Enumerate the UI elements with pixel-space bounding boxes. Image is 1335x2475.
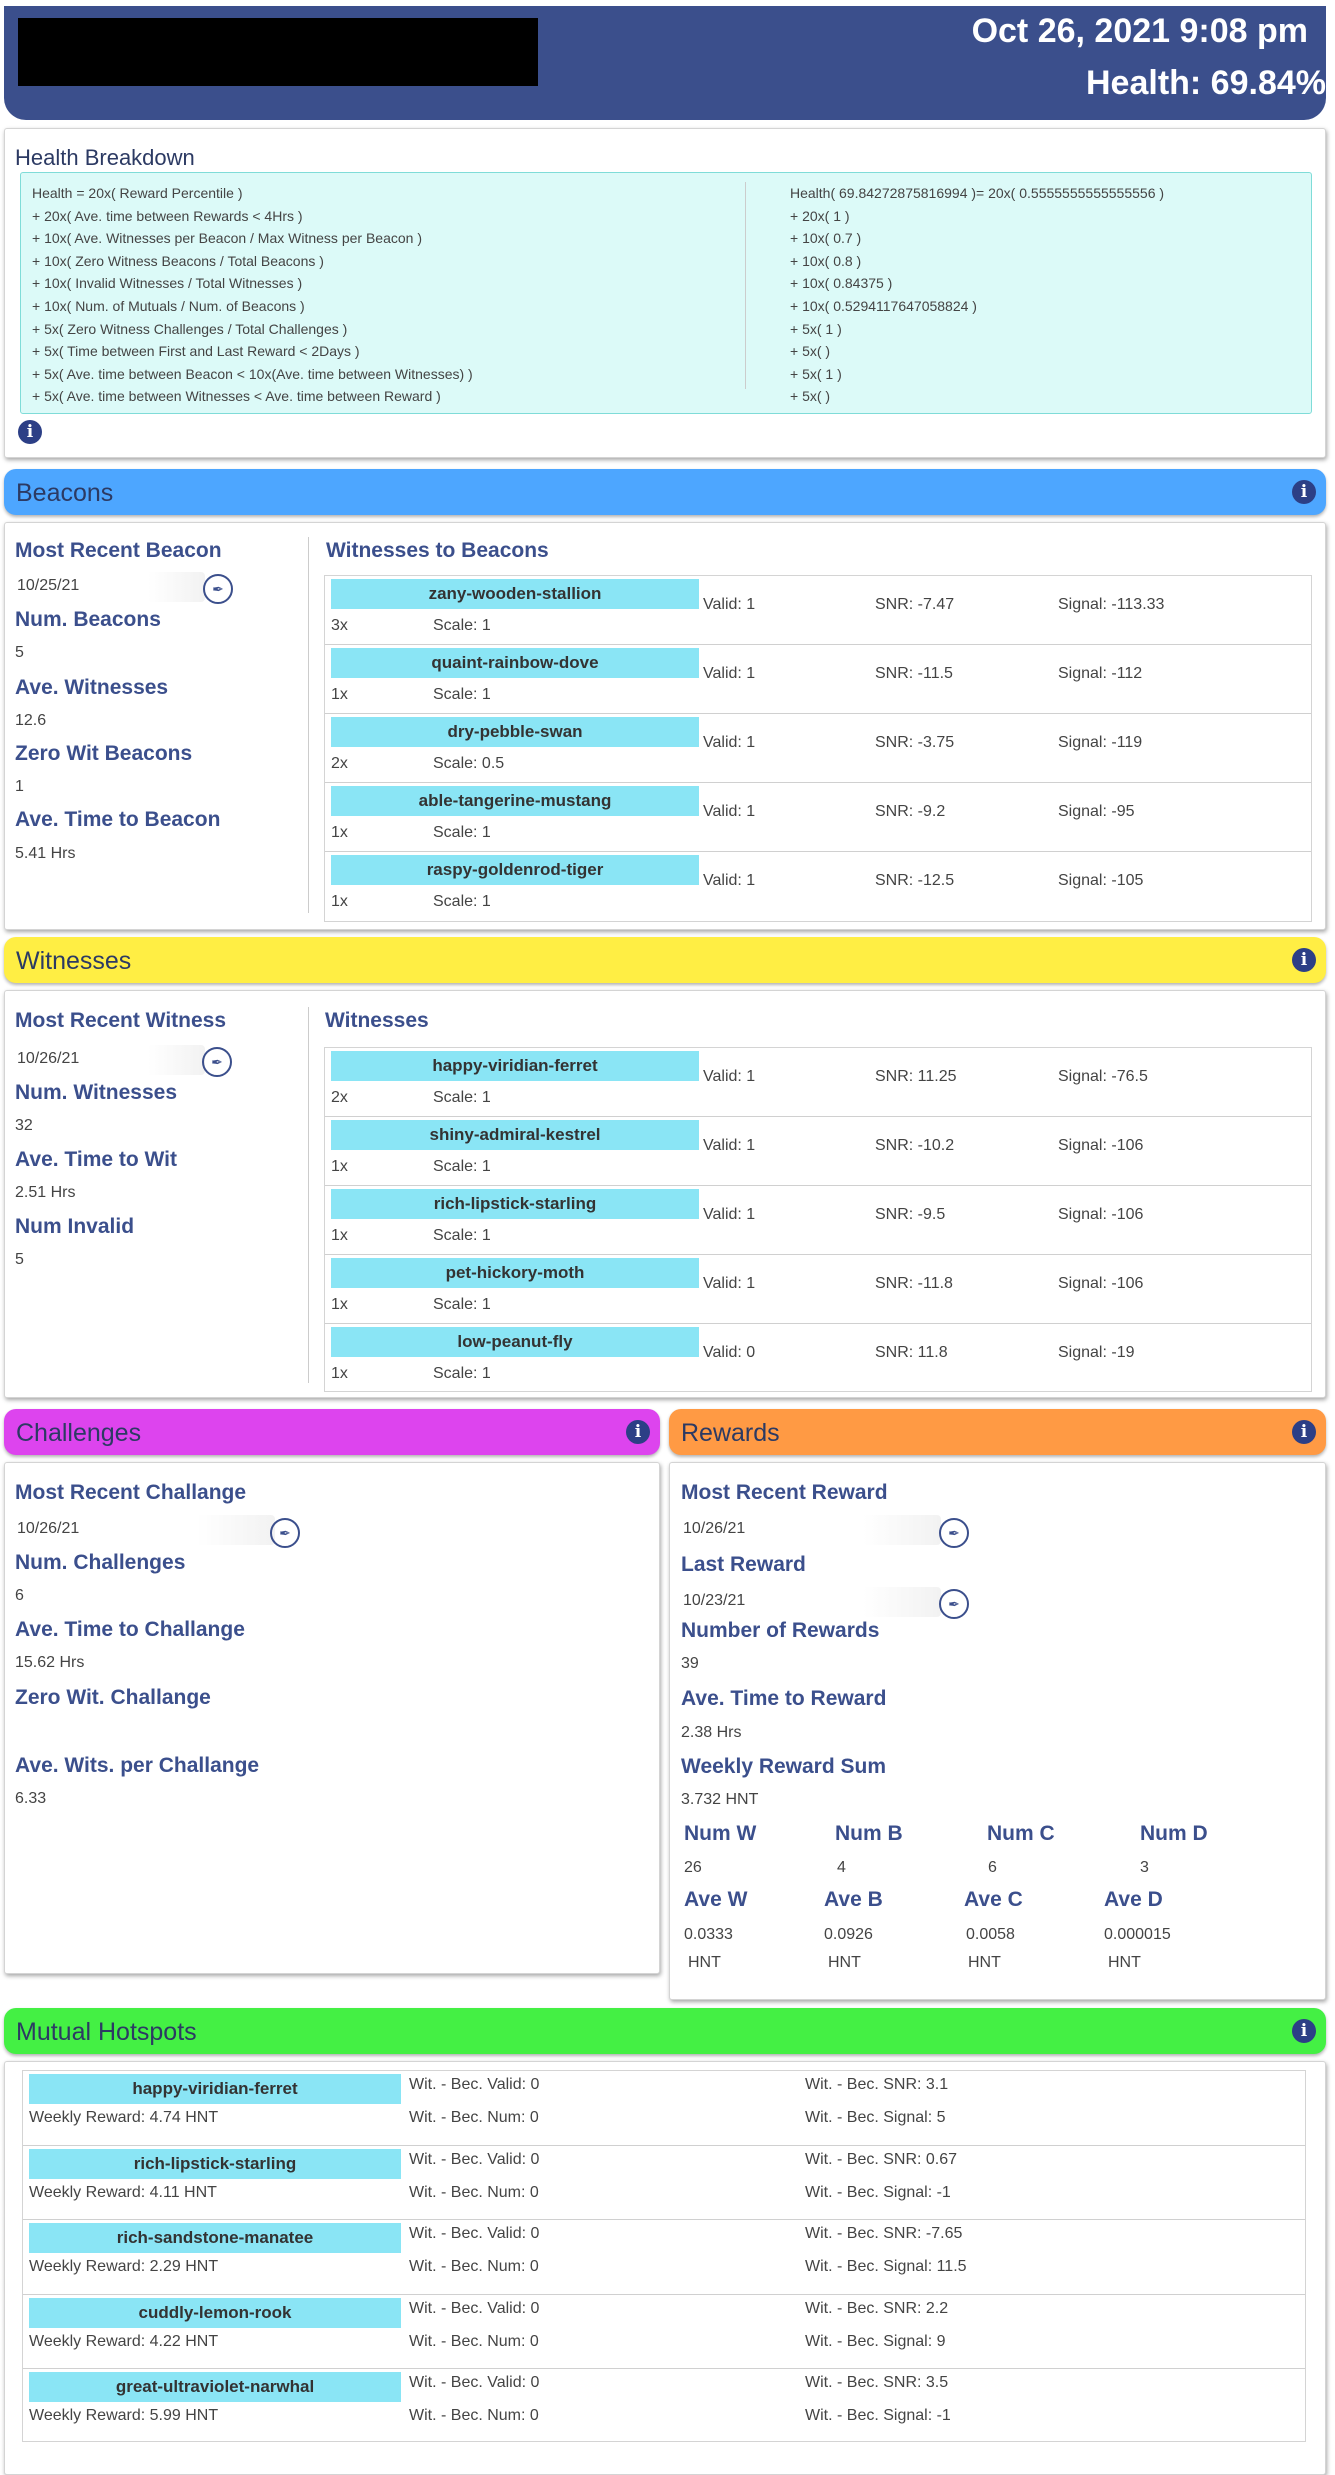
wit-bec-snr: Wit. - Bec. SNR: 2.2 xyxy=(805,2299,949,2317)
formula-line: + 5x( Ave. time between Beacon < 10x(Ave. time between Witnesses) ) xyxy=(32,365,473,382)
num-invalid-value: 5 xyxy=(15,1251,24,1268)
num-beacons-label: Num. Beacons xyxy=(15,608,161,631)
calendar-icon[interactable]: ✒ xyxy=(939,1518,969,1548)
info-icon[interactable]: i xyxy=(1292,1420,1316,1444)
signal-value: Signal: -112 xyxy=(1058,665,1143,682)
valid-value: Valid: 1 xyxy=(703,872,756,889)
witness-count: 1x xyxy=(331,1158,348,1175)
num-d-label: Num D xyxy=(1140,1822,1208,1845)
challenges-header xyxy=(4,1409,660,1455)
value-line: + 5x( 1 ) xyxy=(790,365,842,382)
mutual-hotspots-header xyxy=(4,2008,1326,2054)
wit-bec-valid: Wit. - Bec. Valid: 0 xyxy=(409,2299,540,2317)
table-row xyxy=(325,576,1311,645)
zero-wit-challange-label: Zero Wit. Challange xyxy=(15,1686,211,1709)
info-icon[interactable]: i xyxy=(1292,948,1316,972)
ave-time-to-reward-label: Ave. Time to Reward xyxy=(681,1687,887,1710)
wit-bec-snr: Wit. - Bec. SNR: 0.67 xyxy=(805,2150,958,2168)
witness-count: 1x xyxy=(331,893,348,910)
hotspot-name-chip[interactable]: quaint-rainbow-dove xyxy=(331,648,699,678)
calendar-icon[interactable]: ✒ xyxy=(203,574,233,604)
snr-value: SNR: 11.25 xyxy=(875,1068,957,1085)
wit-bec-snr: Wit. - Bec. SNR: -7.65 xyxy=(805,2225,963,2242)
health-formula-list xyxy=(32,182,732,408)
witnesses-header xyxy=(4,937,1326,983)
ave-b-value: 0.0926 xyxy=(824,1926,873,1943)
formula-line: Health = 20x( Reward Percentile ) xyxy=(32,185,243,201)
signal-value: Signal: -19 xyxy=(1058,1344,1135,1361)
valid-value: Valid: 0 xyxy=(703,1344,756,1361)
ave-time-to-beacon-value: 5.41 Hrs xyxy=(15,845,76,862)
zero-wit-beacons-label: Zero Wit Beacons xyxy=(15,742,193,765)
ave-b-unit: HNT xyxy=(828,1954,861,1971)
challenge-date-input[interactable]: 10/26/21 xyxy=(15,1515,275,1545)
valid-value: Valid: 1 xyxy=(703,1137,756,1154)
ave-d-value: 0.000015 xyxy=(1104,1926,1171,1943)
signal-value: Signal: -106 xyxy=(1058,1275,1144,1292)
weekly-reward-value: Weekly Reward: 4.11 HNT xyxy=(29,2183,217,2201)
last-reward-date-input[interactable]: 10/23/21 xyxy=(681,1587,941,1617)
num-b-value: 4 xyxy=(837,1859,846,1876)
ave-time-to-beacon-label: Ave. Time to Beacon xyxy=(15,808,221,831)
health-breakdown-title: Health Breakdown xyxy=(15,145,195,170)
witnesses-to-beacons-title: Witnesses to Beacons xyxy=(326,539,549,562)
ave-time-to-challange-label: Ave. Time to Challange xyxy=(15,1618,245,1641)
snr-value: SNR: -12.5 xyxy=(875,872,955,889)
formula-line: + 10x( Num. of Mutuals / Num. of Beacons ) xyxy=(32,297,305,314)
weekly-reward-sum-value: 3.732 HNT xyxy=(681,1791,759,1808)
hotspot-name-chip[interactable]: dry-pebble-swan xyxy=(331,717,699,747)
ave-c-value: 0.0058 xyxy=(966,1926,1015,1943)
wit-bec-valid: Wit. - Bec. Valid: 0 xyxy=(409,2076,540,2093)
num-w-value: 26 xyxy=(684,1859,702,1876)
witness-count: 1x xyxy=(331,824,348,841)
table-row xyxy=(325,1048,1311,1117)
table-row xyxy=(325,1117,1311,1186)
calendar-icon[interactable]: ✒ xyxy=(270,1518,300,1548)
witnesses-to-beacons-table xyxy=(324,575,1312,922)
ave-witnesses-value: 12.6 xyxy=(15,712,47,729)
weekly-reward-sum-label: Weekly Reward Sum xyxy=(681,1755,887,1778)
scale-value: Scale: 1 xyxy=(433,893,491,910)
hotspot-name-chip[interactable]: rich-lipstick-starling xyxy=(331,1189,699,1219)
rewards-title: Rewards xyxy=(681,1419,780,1447)
wit-bec-snr: Wit. - Bec. SNR: 3.5 xyxy=(805,2374,949,2391)
scale-value: Scale: 1 xyxy=(433,1158,491,1175)
snr-value: SNR: -7.47 xyxy=(875,596,955,613)
challenges-title: Challenges xyxy=(16,1419,142,1447)
beacons-header xyxy=(4,469,1326,515)
ave-time-to-challange-value: 15.62 Hrs xyxy=(15,1654,85,1671)
ave-b-label: Ave B xyxy=(824,1888,883,1911)
hotspot-name-chip[interactable]: cuddly-lemon-rook xyxy=(29,2298,401,2328)
valid-value: Valid: 1 xyxy=(703,734,756,751)
ave-w-unit: HNT xyxy=(688,1954,721,1971)
ave-w-label: Ave W xyxy=(684,1888,748,1911)
wit-bec-signal: Wit. - Bec. Signal: -1 xyxy=(805,2407,951,2424)
num-challenges-value: 6 xyxy=(15,1587,24,1604)
wit-bec-signal: Wit. - Bec. Signal: 9 xyxy=(805,2332,946,2350)
value-line: Health( 69.84272875816994 )= 20x( 0.5555555555555556 ) xyxy=(790,185,1165,201)
valid-value: Valid: 1 xyxy=(703,665,756,682)
formula-line: + 5x( Ave. time between Witnesses < Ave. time between Reward ) xyxy=(32,388,441,405)
calendar-icon[interactable]: ✒ xyxy=(939,1589,969,1619)
witnesses-title: Witnesses xyxy=(16,947,132,975)
ave-time-to-wit-label: Ave. Time to Wit xyxy=(15,1148,178,1171)
hotspot-name-chip[interactable]: great-ultraviolet-narwhal xyxy=(29,2372,401,2402)
mutual-hotspots-table xyxy=(22,2070,1306,2442)
table-row xyxy=(23,2071,1305,2146)
scale-value: Scale: 1 xyxy=(433,686,491,703)
signal-value: Signal: -113.33 xyxy=(1058,596,1165,613)
scale-value: Scale: 1 xyxy=(433,1296,491,1313)
num-w-label: Num W xyxy=(684,1822,757,1845)
wit-bec-num: Wit. - Bec. Num: 0 xyxy=(409,2183,539,2201)
witness-count: 1x xyxy=(331,1365,348,1382)
witness-count: 2x xyxy=(331,755,348,772)
ave-w-value: 0.0333 xyxy=(684,1926,733,1943)
witness-count: 3x xyxy=(331,617,348,634)
scale-value: Scale: 1 xyxy=(433,1365,491,1382)
most-recent-reward-label: Most Recent Reward xyxy=(681,1481,888,1504)
witness-date-input[interactable]: 10/26/21 xyxy=(15,1045,205,1075)
signal-value: Signal: -106 xyxy=(1058,1206,1144,1223)
wit-bec-num: Wit. - Bec. Num: 0 xyxy=(409,2332,539,2350)
hotspot-name-chip[interactable]: rich-lipstick-starling xyxy=(29,2149,401,2179)
value-line: + 5x( 1 ) xyxy=(790,320,842,337)
table-row xyxy=(325,852,1311,921)
info-icon[interactable]: i xyxy=(1292,2019,1316,2043)
ave-c-label: Ave C xyxy=(964,1888,1023,1911)
snr-value: SNR: -11.5 xyxy=(875,665,953,682)
snr-value: SNR: -3.75 xyxy=(875,734,955,751)
signal-value: Signal: -106 xyxy=(1058,1137,1144,1154)
wit-bec-signal: Wit. - Bec. Signal: 11.5 xyxy=(805,2258,967,2275)
value-line: + 10x( 0.5294117647058824 ) xyxy=(790,297,977,314)
info-icon[interactable]: i xyxy=(1292,480,1316,504)
calendar-icon[interactable]: ✒ xyxy=(202,1047,232,1077)
num-challenges-label: Num. Challenges xyxy=(15,1551,186,1574)
header-health: Health: 69.84% xyxy=(1086,64,1326,102)
num-b-label: Num B xyxy=(835,1822,903,1845)
valid-value: Valid: 1 xyxy=(703,1068,756,1085)
formula-line: + 10x( Zero Witness Beacons / Total Beacons ) xyxy=(32,252,324,269)
wit-bec-valid: Wit. - Bec. Valid: 0 xyxy=(409,2374,540,2391)
table-row xyxy=(23,2220,1305,2295)
table-row xyxy=(325,714,1311,783)
info-icon[interactable]: i xyxy=(626,1420,650,1444)
signal-value: Signal: -76.5 xyxy=(1058,1068,1148,1085)
weekly-reward-value: Weekly Reward: 5.99 HNT xyxy=(29,2407,219,2424)
most-recent-witness-label: Most Recent Witness xyxy=(15,1009,227,1032)
value-line: + 20x( 1 ) xyxy=(790,207,850,224)
num-c-value: 6 xyxy=(988,1859,997,1876)
hotspot-name-chip[interactable]: zany-wooden-stallion xyxy=(331,579,699,609)
valid-value: Valid: 1 xyxy=(703,596,756,613)
witness-count: 2x xyxy=(331,1089,348,1106)
beacons-title: Beacons xyxy=(16,479,114,507)
weekly-reward-value: Weekly Reward: 4.74 HNT xyxy=(29,2109,219,2126)
most-recent-challange-label: Most Recent Challange xyxy=(15,1481,247,1504)
ave-time-to-reward-value: 2.38 Hrs xyxy=(681,1724,742,1741)
wit-bec-signal: Wit. - Bec. Signal: -1 xyxy=(805,2183,951,2201)
scale-value: Scale: 1 xyxy=(433,1227,491,1244)
table-row xyxy=(23,2295,1305,2370)
valid-value: Valid: 1 xyxy=(703,1275,756,1292)
weekly-reward-value: Weekly Reward: 4.22 HNT xyxy=(29,2332,219,2350)
number-of-rewards-label: Number of Rewards xyxy=(681,1619,880,1642)
ave-wits-per-challange-value: 6.33 xyxy=(15,1790,47,1807)
header-date: Oct 26, 2021 9:08 pm xyxy=(971,12,1308,50)
beacon-date-input[interactable]: 10/25/21 xyxy=(15,572,205,602)
wit-bec-num: Wit. - Bec. Num: 0 xyxy=(409,2407,539,2424)
value-line: + 10x( 0.84375 ) xyxy=(790,275,893,292)
formula-line: + 5x( Time between First and Last Reward < 2Days ) xyxy=(32,343,360,360)
ave-wits-per-challange-label: Ave. Wits. per Challange xyxy=(15,1754,260,1777)
ave-witnesses-label: Ave. Witnesses xyxy=(15,676,169,699)
num-d-value: 3 xyxy=(1140,1859,1149,1876)
ave-d-label: Ave D xyxy=(1104,1888,1163,1911)
formula-line: + 10x( Invalid Witnesses / Total Witnesses ) xyxy=(32,275,303,292)
snr-value: SNR: -9.5 xyxy=(875,1206,946,1223)
hotspot-name-chip[interactable]: able-tangerine-mustang xyxy=(331,786,699,816)
table-row xyxy=(325,645,1311,714)
num-witnesses-value: 32 xyxy=(15,1117,33,1134)
num-beacons-value: 5 xyxy=(15,644,24,661)
hotspot-name-chip[interactable]: rich-sandstone-manatee xyxy=(29,2223,401,2253)
formula-line: + 20x( Ave. time between Rewards < 4Hrs ) xyxy=(32,207,303,224)
hotspot-name-chip[interactable]: pet-hickory-moth xyxy=(331,1258,699,1288)
value-line: + 10x( 0.7 ) xyxy=(790,230,862,247)
hotspot-name-chip[interactable]: shiny-admiral-kestrel xyxy=(331,1120,699,1150)
most-recent-beacon-label: Most Recent Beacon xyxy=(15,539,222,562)
witness-count: 1x xyxy=(331,686,348,703)
valid-value: Valid: 1 xyxy=(703,1206,756,1223)
num-c-label: Num C xyxy=(987,1822,1055,1845)
valid-value: Valid: 1 xyxy=(703,803,756,820)
number-of-rewards-value: 39 xyxy=(681,1655,699,1672)
health-values-list xyxy=(790,182,1310,408)
table-row xyxy=(23,2146,1305,2221)
rewards-header xyxy=(669,1409,1326,1455)
table-row xyxy=(325,1186,1311,1255)
wit-bec-valid: Wit. - Bec. Valid: 0 xyxy=(409,2225,540,2242)
scale-value: Scale: 1 xyxy=(433,824,491,841)
witnesses-table xyxy=(324,1047,1312,1392)
formula-line: + 10x( Ave. Witnesses per Beacon / Max Witness per Beacon ) xyxy=(32,230,422,247)
table-row xyxy=(325,1324,1311,1393)
value-line: + 5x( ) xyxy=(790,343,831,360)
value-line: + 5x( ) xyxy=(790,388,831,405)
redacted-hotspot-name xyxy=(18,18,538,86)
scale-value: Scale: 1 xyxy=(433,1089,491,1106)
signal-value: Signal: -105 xyxy=(1058,872,1144,889)
snr-value: SNR: 11.8 xyxy=(875,1344,948,1361)
ave-c-unit: HNT xyxy=(968,1954,1001,1971)
num-witnesses-label: Num. Witnesses xyxy=(15,1081,178,1104)
signal-value: Signal: -119 xyxy=(1058,734,1143,751)
wit-bec-num: Wit. - Bec. Num: 0 xyxy=(409,2258,539,2275)
scale-value: Scale: 1 xyxy=(433,617,491,634)
signal-value: Signal: -95 xyxy=(1058,803,1135,820)
witness-count: 1x xyxy=(331,1296,348,1313)
snr-value: SNR: -9.2 xyxy=(875,803,946,820)
hotspot-name-chip[interactable]: raspy-goldenrod-tiger xyxy=(331,855,699,885)
snr-value: SNR: -10.2 xyxy=(875,1137,955,1154)
hotspot-name-chip[interactable]: happy-viridian-ferret xyxy=(331,1051,699,1081)
mutual-hotspots-title: Mutual Hotspots xyxy=(16,2018,197,2046)
weekly-reward-value: Weekly Reward: 2.29 HNT xyxy=(29,2258,219,2275)
scale-value: Scale: 0.5 xyxy=(433,755,505,772)
formula-line: + 5x( Zero Witness Challenges / Total Challenges ) xyxy=(32,320,348,337)
hotspot-name-chip[interactable]: low-peanut-fly xyxy=(331,1327,699,1357)
wit-bec-num: Wit. - Bec. Num: 0 xyxy=(409,2109,539,2126)
witness-count: 1x xyxy=(331,1227,348,1244)
zero-wit-beacons-value: 1 xyxy=(15,778,24,795)
value-line: + 10x( 0.8 ) xyxy=(790,252,862,269)
table-row xyxy=(325,783,1311,852)
wit-bec-snr: Wit. - Bec. SNR: 3.1 xyxy=(805,2076,949,2093)
info-icon[interactable]: i xyxy=(18,420,42,444)
witnesses-table-title: Witnesses xyxy=(325,1009,429,1032)
table-row xyxy=(23,2369,1305,2444)
hotspot-name-chip[interactable]: happy-viridian-ferret xyxy=(29,2074,401,2104)
wit-bec-valid: Wit. - Bec. Valid: 0 xyxy=(409,2150,540,2168)
last-reward-label: Last Reward xyxy=(681,1553,806,1576)
ave-time-to-wit-value: 2.51 Hrs xyxy=(15,1184,76,1201)
snr-value: SNR: -11.8 xyxy=(875,1275,953,1292)
table-row xyxy=(325,1255,1311,1324)
wit-bec-signal: Wit. - Bec. Signal: 5 xyxy=(805,2109,946,2126)
reward-date-input[interactable]: 10/26/21 xyxy=(681,1515,941,1545)
ave-d-unit: HNT xyxy=(1108,1954,1141,1971)
num-invalid-label: Num Invalid xyxy=(15,1215,135,1238)
